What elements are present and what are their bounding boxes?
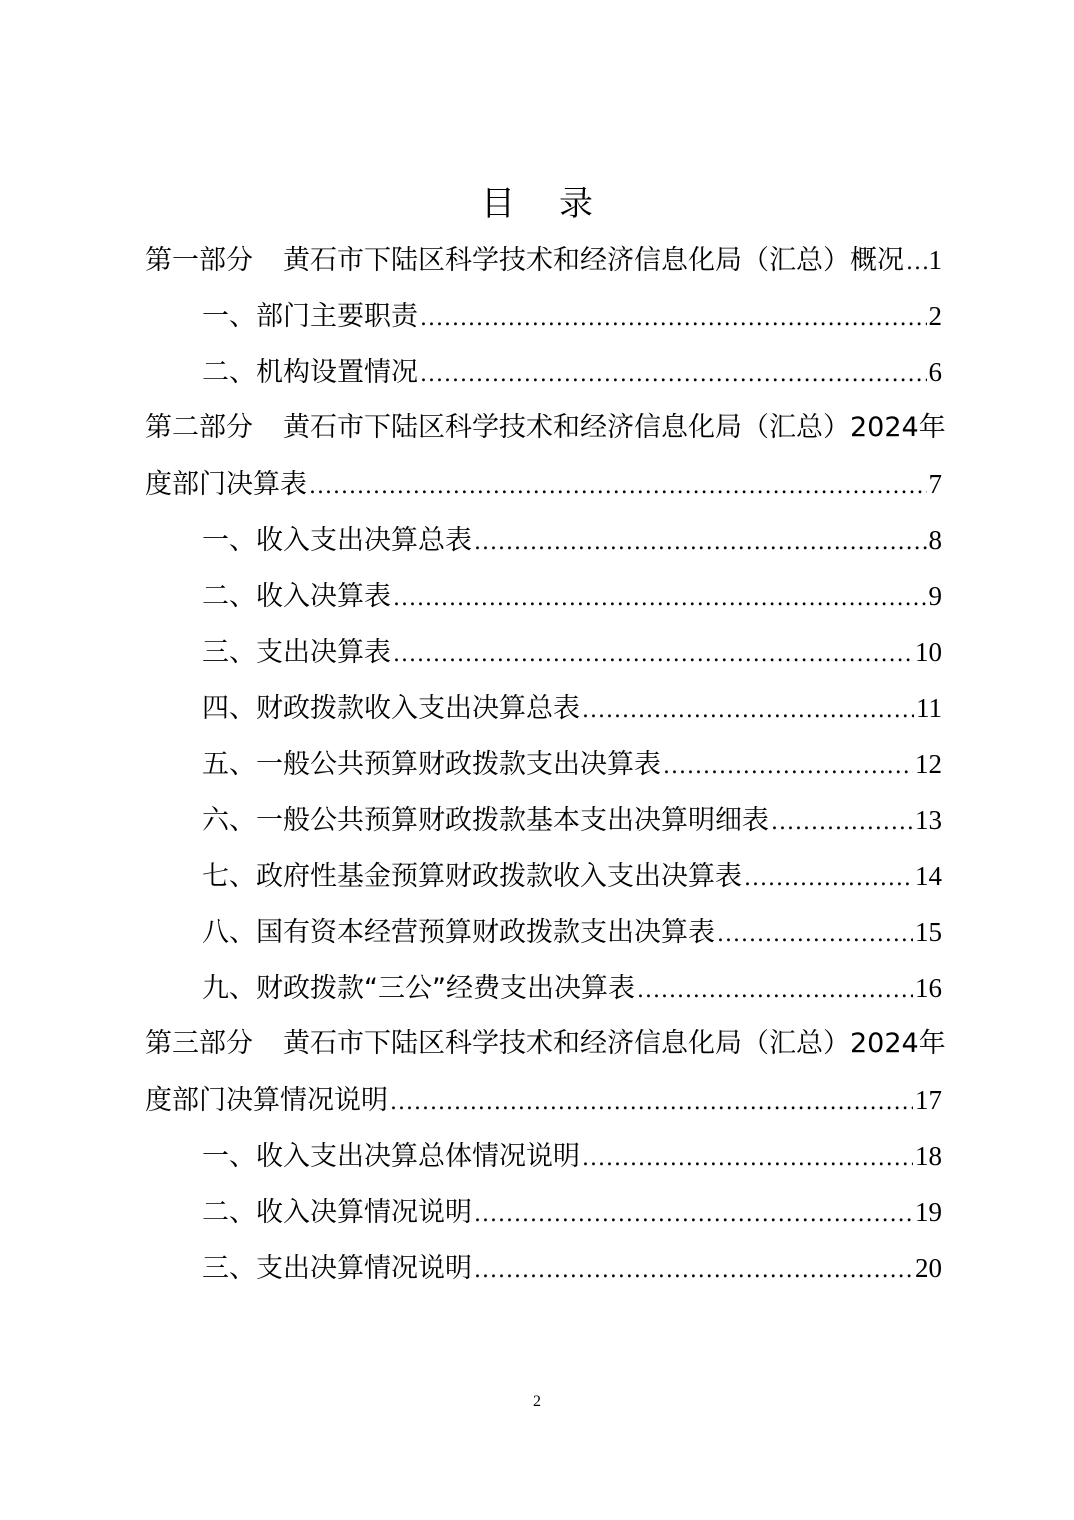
- toc-entry-label: 五、一般公共预算财政拨款支出决算表: [202, 749, 661, 780]
- dot-leader: [771, 795, 913, 851]
- toc-entry-label: 八、国有资本经营预算财政拨款支出决算表: [202, 917, 715, 948]
- dot-leader: [393, 571, 927, 627]
- toc-entry-label-end: 年: [918, 1028, 946, 1059]
- dot-leader: [744, 851, 913, 907]
- table-of-contents: [145, 232, 946, 1296]
- toc-page-number: 12: [915, 749, 942, 779]
- toc-entry-label: 六、一般公共预算财政拨款基本支出决算明细表: [202, 805, 769, 836]
- toc-entry-label: 度部门决算情况说明: [145, 1085, 388, 1116]
- toc-entry[interactable]: [145, 344, 942, 400]
- toc-entry-part2-line1[interactable]: [145, 400, 946, 456]
- dot-leader: [420, 347, 927, 403]
- toc-entry[interactable]: [145, 624, 942, 680]
- toc-page-number: 15: [915, 917, 942, 947]
- toc-page-number: 13: [915, 805, 942, 835]
- toc-entry-label: 一、收入支出决算总体情况说明: [202, 1141, 580, 1172]
- toc-entry[interactable]: [145, 792, 942, 848]
- toc-page-number: 9: [928, 581, 942, 611]
- toc-page-number: 11: [916, 693, 942, 723]
- toc-entry[interactable]: [145, 512, 942, 568]
- dot-leader: [474, 1243, 913, 1299]
- toc-entry-label: 七、政府性基金预算财政拨款收入支出决算表: [202, 861, 742, 892]
- page-title: 目录: [481, 184, 637, 224]
- toc-entry[interactable]: [145, 960, 942, 1016]
- toc-page-number: 17: [915, 1085, 942, 1115]
- dot-leader: [474, 1187, 913, 1243]
- toc-page-number: 10: [915, 637, 942, 667]
- dot-leader: [309, 459, 927, 515]
- toc-page-number: 16: [915, 973, 942, 1003]
- toc-entry[interactable]: [145, 288, 942, 344]
- toc-page-number: 2: [928, 301, 942, 331]
- dot-leader: [906, 235, 927, 291]
- toc-entry-label: 二、收入决算情况说明: [202, 1197, 472, 1228]
- toc-entry-label-end: 年: [918, 412, 946, 443]
- dot-leader: [393, 627, 913, 683]
- dot-leader: [663, 739, 913, 795]
- toc-entry-part3-line2[interactable]: [145, 1072, 942, 1128]
- toc-entry-label: 九、财政拨款“三公”经费支出决算表: [202, 973, 635, 1004]
- footer-page-number: 2: [533, 1393, 541, 1410]
- dot-leader: [717, 907, 913, 963]
- toc-page-number: 1: [928, 245, 942, 275]
- toc-page-number: 19: [915, 1197, 942, 1227]
- dot-leader: [582, 1131, 913, 1187]
- dot-leader: [390, 1075, 913, 1131]
- toc-entry[interactable]: [145, 848, 942, 904]
- toc-entry-label: 三、支出决算表: [202, 637, 391, 668]
- toc-entry-label: 二、机构设置情况: [202, 357, 418, 388]
- toc-entry[interactable]: [145, 1240, 942, 1296]
- toc-entry[interactable]: [145, 1128, 942, 1184]
- toc-entry[interactable]: [145, 680, 942, 736]
- toc-entry-label: 四、财政拨款收入支出决算总表: [202, 693, 580, 724]
- toc-entry-label: 一、收入支出决算总表: [202, 525, 472, 556]
- toc-entry[interactable]: [145, 736, 942, 792]
- toc-entry-part1[interactable]: [145, 232, 942, 288]
- toc-page-number: 14: [915, 861, 942, 891]
- toc-entry-label: 二、收入决算表: [202, 581, 391, 612]
- toc-entry[interactable]: [145, 904, 942, 960]
- dot-leader: [637, 963, 913, 1019]
- toc-entry-label: 第二部分 黄石市下陆区科学技术和经济信息化局（汇总）2024: [145, 412, 919, 443]
- toc-entry-part2-line2[interactable]: [145, 456, 942, 512]
- dot-leader: [582, 683, 914, 739]
- toc-entry-label: 一、部门主要职责: [202, 301, 418, 332]
- toc-entry[interactable]: [145, 568, 942, 624]
- toc-page-number: 7: [928, 469, 942, 499]
- toc-entry[interactable]: [145, 1184, 942, 1240]
- toc-entry-label: 第三部分 黄石市下陆区科学技术和经济信息化局（汇总）2024: [145, 1028, 919, 1059]
- toc-entry-part3-line1[interactable]: [145, 1016, 946, 1072]
- toc-entry-label: 三、支出决算情况说明: [202, 1253, 472, 1284]
- dot-leader: [474, 515, 927, 571]
- toc-entry-label: 度部门决算表: [145, 469, 307, 500]
- toc-page-number: 8: [928, 525, 942, 555]
- toc-page-number: 20: [915, 1253, 942, 1283]
- toc-entry-label: 第一部分 黄石市下陆区科学技术和经济信息化局（汇总）概况: [145, 245, 904, 276]
- dot-leader: [420, 291, 927, 347]
- toc-page-number: 6: [928, 357, 942, 387]
- toc-page-number: 18: [915, 1141, 942, 1171]
